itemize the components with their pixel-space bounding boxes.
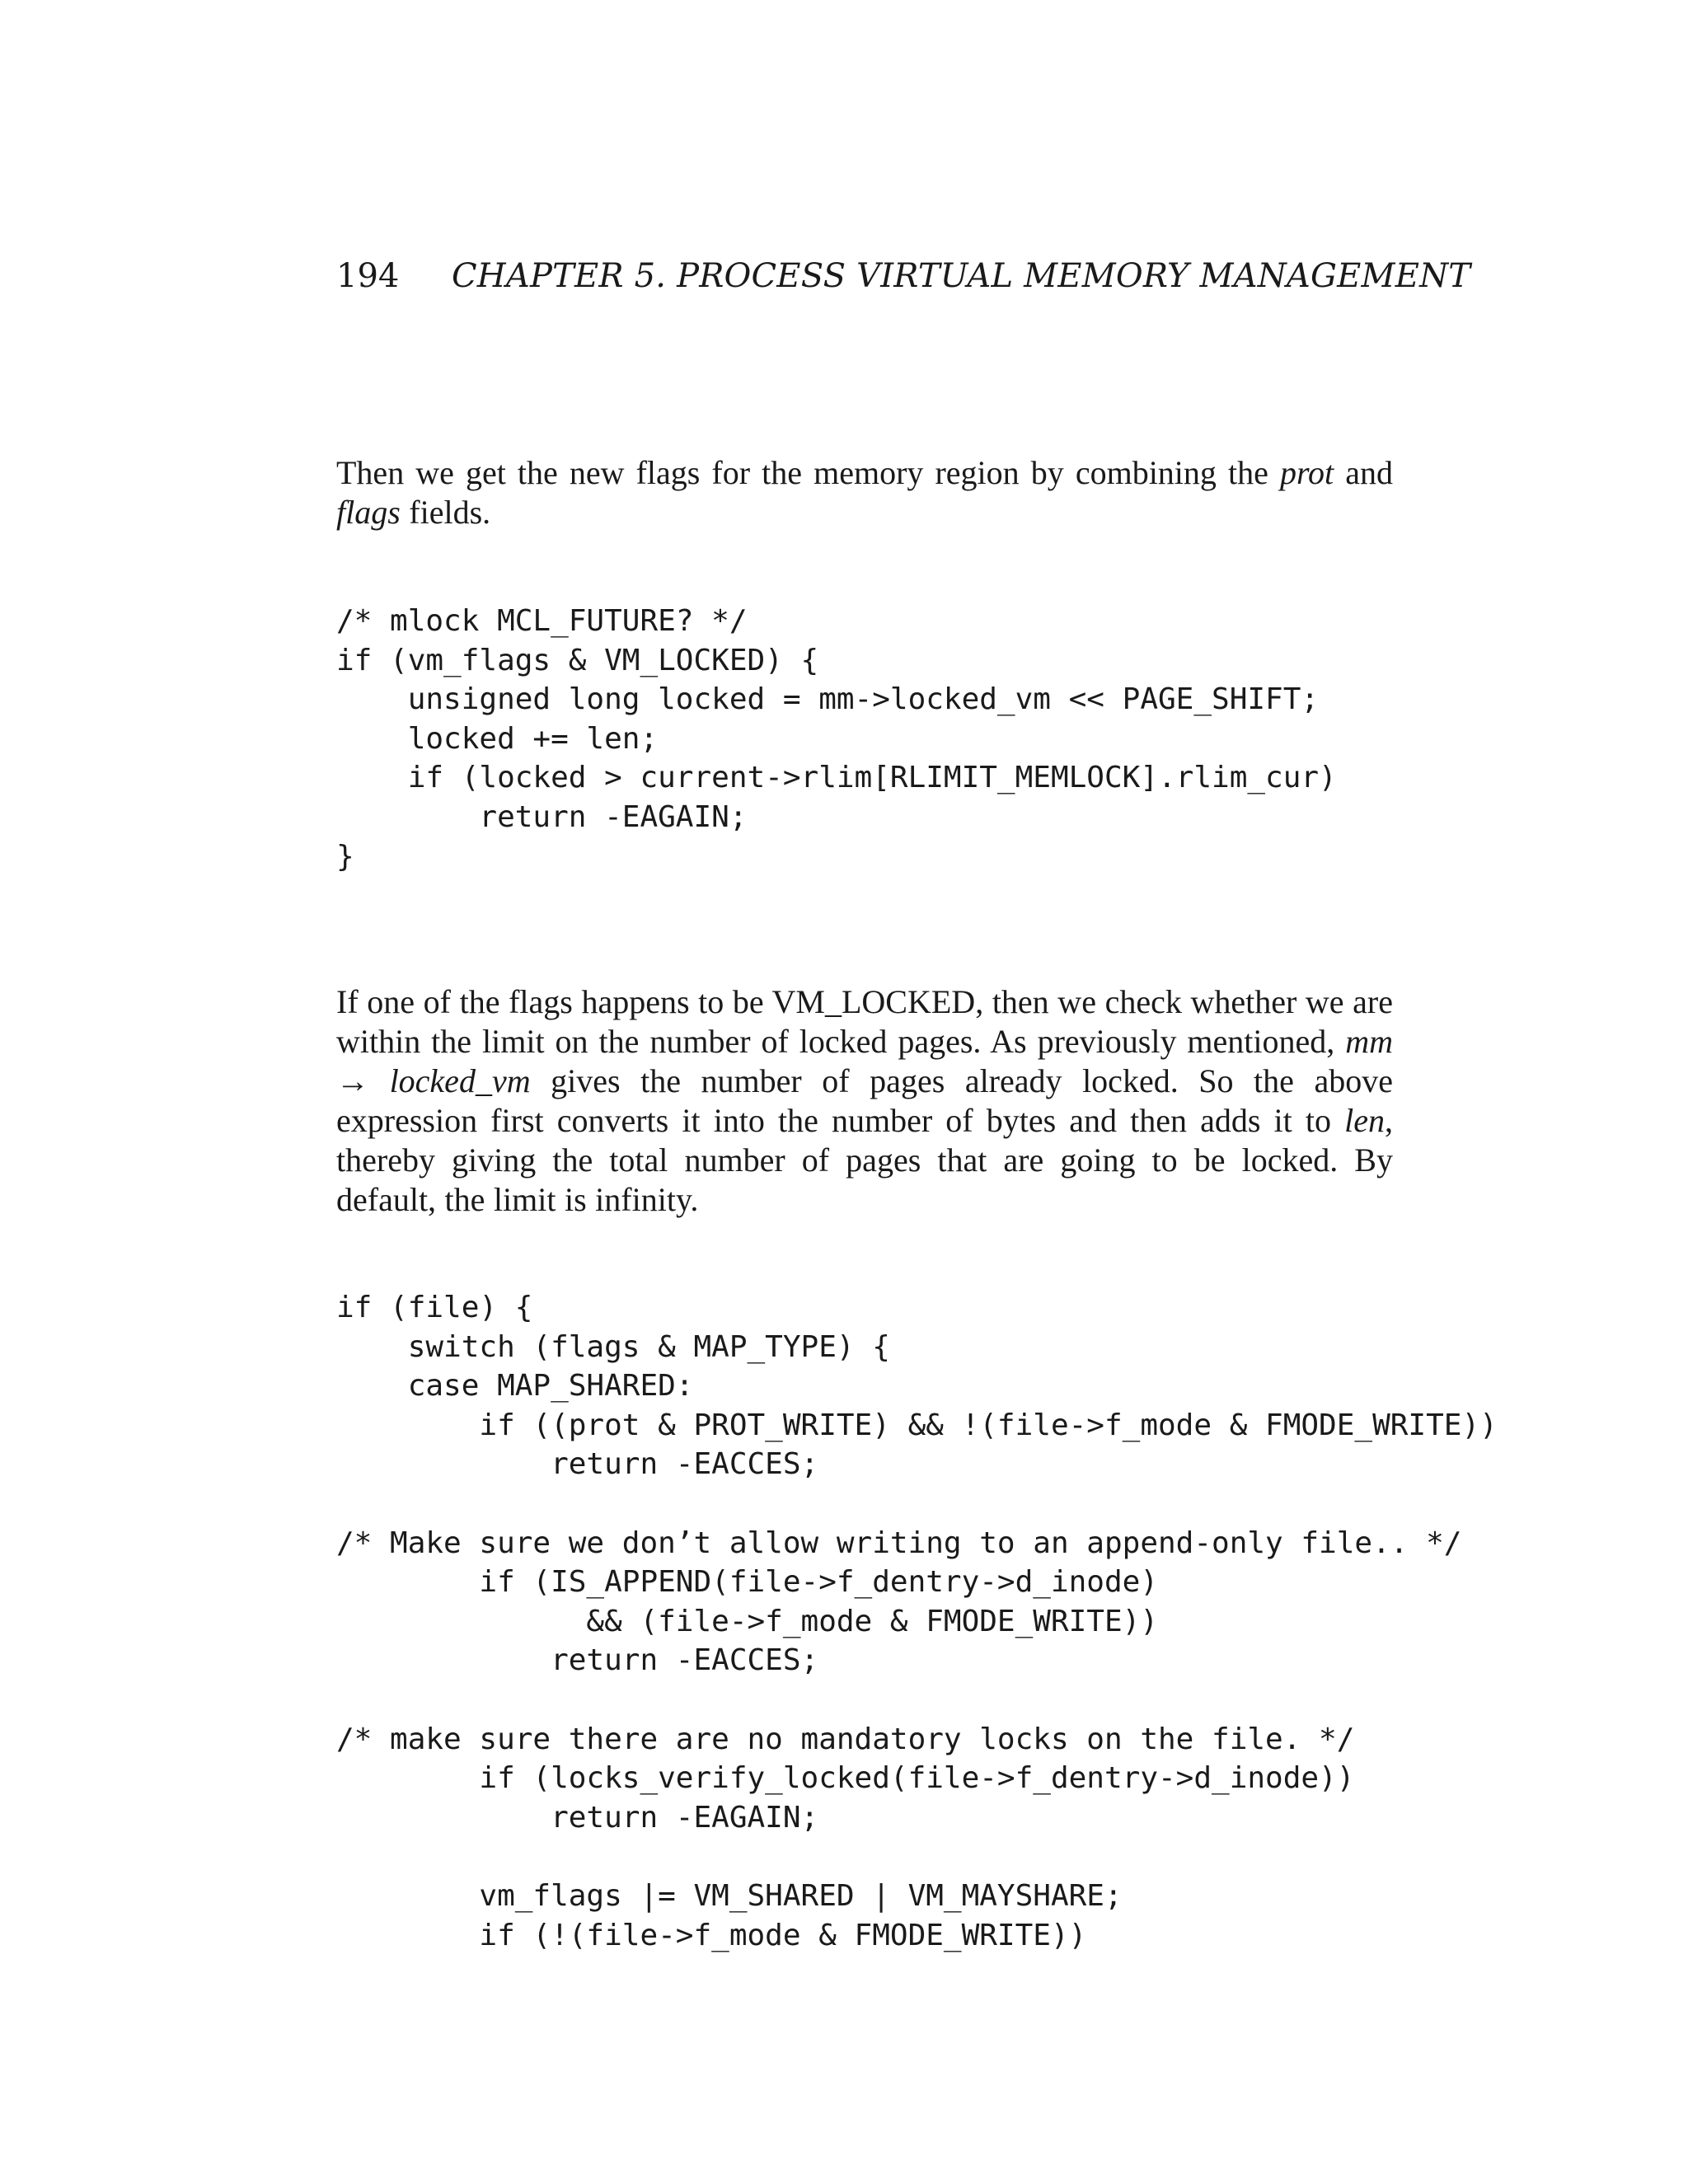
code-line: case MAP_SHARED: [336, 1369, 694, 1404]
para1-flags-term: flags [336, 494, 401, 531]
code-block-file-mapping [336, 1288, 1498, 1955]
code-line: /* mlock MCL_FUTURE? */ [336, 604, 748, 638]
code-line: if (!(file->f_mode & FMODE_WRITE)) [336, 1918, 1087, 1952]
para2-text-1: If one of the flags happens to be VM_LOCKED, then we check whether we are within the limit on the number of locked pages. As previously mentioned, [336, 983, 1393, 1060]
para1-prot-term: prot [1279, 454, 1334, 491]
code-line: /* Make sure we don’t allow writing to an append-only file.. */ [336, 1526, 1462, 1560]
code-line [336, 1680, 1498, 1720]
code-line: /* make sure there are no mandatory locks on the file. */ [336, 1722, 1355, 1756]
code-line: return -EAGAIN; [336, 799, 748, 834]
code-line: return -EACCES; [336, 1643, 819, 1678]
code-line: if (file) { [336, 1291, 533, 1324]
code-line: locked += len; [336, 721, 659, 756]
para2-text-3: , thereby giving the total number of pages that are going to be locked. By default, the limit is infinity. [336, 1102, 1393, 1218]
code-line: switch (flags & MAP_TYPE) { [336, 1329, 890, 1364]
code-line [336, 1484, 1498, 1524]
page-number: 194 [336, 257, 400, 295]
code-line: return -EAGAIN; [336, 1800, 819, 1835]
paragraph-flags-intro [336, 453, 1393, 532]
para2-len-term: len [1344, 1102, 1385, 1139]
code-line: if (IS_APPEND(file->f_dentry->d_inode) [336, 1565, 1158, 1600]
para2-mm-term: mm [1345, 1023, 1393, 1060]
code-line: } [336, 839, 354, 874]
page-header [336, 257, 1471, 307]
para1-text-3: fields. [400, 494, 491, 531]
paragraph-vm-locked [336, 982, 1393, 1220]
running-head: CHAPTER 5. PROCESS VIRTUAL MEMORY MANAGEMENT [452, 257, 1471, 295]
code-line: if (locked > current->rlim[RLIMIT_MEMLOCK].rlim_cur) [336, 761, 1337, 795]
para2-locked-vm-term: locked_vm [389, 1062, 531, 1099]
para1-text-2: and [1334, 454, 1393, 491]
code-line: && (file->f_mode & FMODE_WRITE)) [336, 1604, 1158, 1638]
code-line: if (locks_verify_locked(file->f_dentry->d_inode)) [336, 1761, 1355, 1796]
code-line: unsigned long locked = mm->locked_vm << PAGE_SHIFT; [336, 682, 1320, 717]
para2-arrow: → [336, 1062, 390, 1099]
para2-text-2: gives the number of pages already locked. So the above expression first converts it into the number of bytes and then adds it to [336, 1062, 1393, 1139]
code-line: return -EACCES; [336, 1447, 819, 1482]
code-line: if (vm_flags & VM_LOCKED) { [336, 643, 819, 677]
code-line [336, 1837, 1498, 1877]
code-line: if ((prot & PROT_WRITE) && !(file->f_mode & FMODE_WRITE)) [336, 1408, 1498, 1442]
code-block-mlock [336, 602, 1337, 876]
para1-text-1: Then we get the new flags for the memory region by combining the [336, 454, 1280, 491]
code-line: vm_flags |= VM_SHARED | VM_MAYSHARE; [336, 1878, 1123, 1913]
